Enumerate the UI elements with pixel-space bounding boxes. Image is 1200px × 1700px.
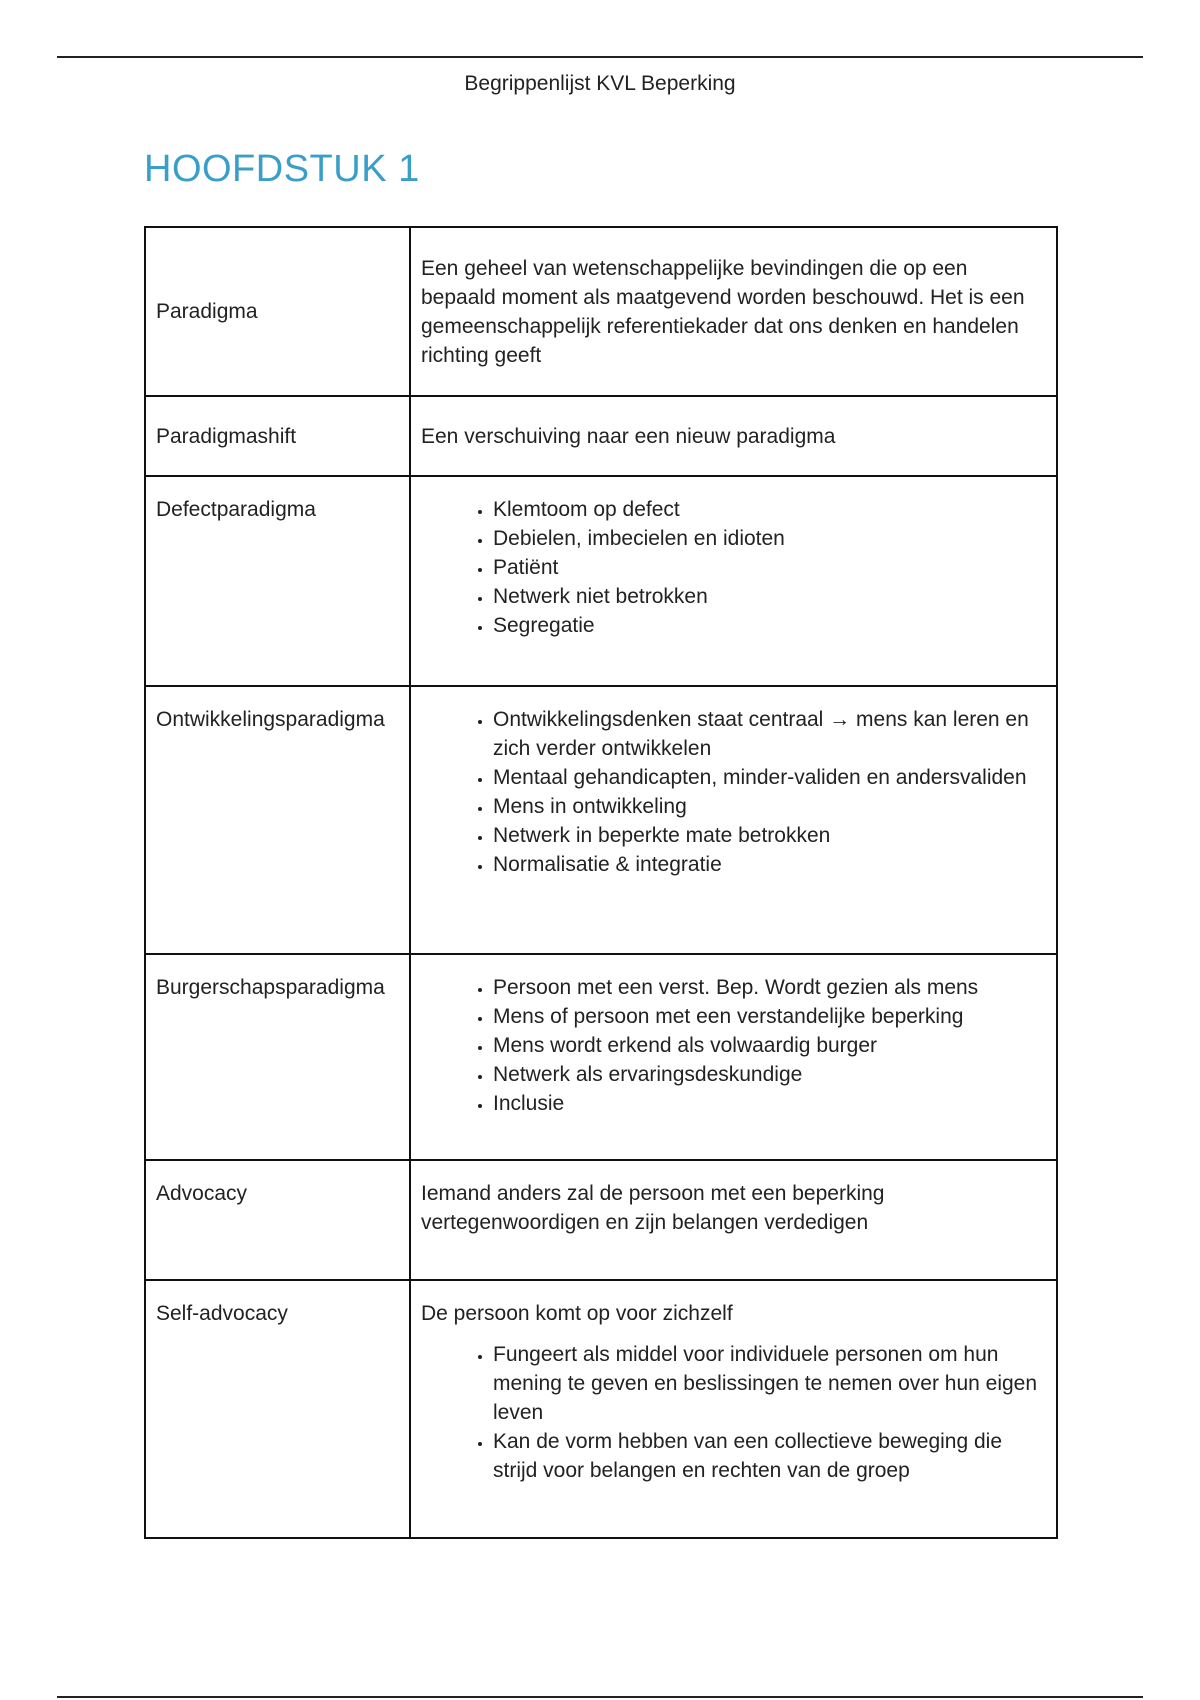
term-cell: Ontwikkelingsparadigma (145, 686, 410, 954)
list-item: • Segregatie (493, 611, 1046, 640)
list-item: • Kan de vorm hebben van een collectieve beweging die strijd voor belangen en rechten van de groep (493, 1427, 1046, 1485)
list-item: • Normalisatie & integratie (493, 850, 1046, 879)
table-row (145, 954, 1057, 1160)
bullet-list (421, 705, 1046, 879)
chapter-heading: HOOFDSTUK 1 (144, 148, 420, 190)
term-cell: Burgerschapsparadigma (145, 954, 410, 1160)
definition-intro: De persoon komt op voor zichzelf (421, 1302, 733, 1325)
definition-cell (410, 954, 1057, 1160)
term-cell: Advocacy (145, 1160, 410, 1280)
header-rule (57, 56, 1143, 58)
bullet-list (421, 495, 1046, 640)
list-item: • Mentaal gehandicapten, minder-validen en andersvaliden (493, 763, 1046, 792)
table-row (145, 476, 1057, 686)
bullet-list (421, 1340, 1046, 1485)
table-row (145, 1160, 1057, 1280)
list-item: • Ontwikkelingsdenken staat centraal → mens kan leren en zich verder ontwikkelen (493, 705, 1046, 763)
list-item: • Mens of persoon met een verstandelijke beperking (493, 1002, 1046, 1031)
definition-cell: Iemand anders zal de persoon met een beperking vertegenwoordigen en zijn belangen verdedigen (410, 1160, 1057, 1280)
list-item: • Debielen, imbecielen en idioten (493, 524, 1046, 553)
page-header: Begrippenlijst KVL Beperking (464, 72, 736, 95)
list-item: • Inclusie (493, 1089, 1046, 1118)
list-item: • Persoon met een verst. Bep. Wordt gezien als mens (493, 973, 1046, 1002)
bullet-list (421, 973, 1046, 1118)
table-row (145, 1280, 1057, 1538)
list-item: • Mens wordt erkend als volwaardig burger (493, 1031, 1046, 1060)
list-item: • Mens in ontwikkeling (493, 792, 1046, 821)
table-row (145, 686, 1057, 954)
definition-cell: Een geheel van wetenschappelijke bevindingen die op een bepaald moment als maatgevend worden beschouwd. Het is een gemeenschappelijk referentiekader dat ons denken en handelen richting geeft (410, 227, 1057, 396)
list-item: • Netwerk niet betrokken (493, 582, 1046, 611)
list-item: • Netwerk als ervaringsdeskundige (493, 1060, 1046, 1089)
list-item: • Klemtoom op defect (493, 495, 1046, 524)
list-item: • Fungeert als middel voor individuele personen om hun mening te geven en beslissingen te nemen over hun eigen leven (493, 1340, 1046, 1427)
term-cell: Paradigmashift (145, 396, 410, 476)
list-item: • Netwerk in beperkte mate betrokken (493, 821, 1046, 850)
definition-cell (410, 476, 1057, 686)
definition-cell (410, 686, 1057, 954)
term-cell: Paradigma (145, 227, 410, 396)
table-row (145, 396, 1057, 476)
footer-rule (57, 1696, 1143, 1698)
list-item: • Patiënt (493, 553, 1046, 582)
definition-cell (410, 1280, 1057, 1538)
term-cell: Self-advocacy (145, 1280, 410, 1538)
term-cell: Defectparadigma (145, 476, 410, 686)
definition-cell: Een verschuiving naar een nieuw paradigma (410, 396, 1057, 476)
table-row (145, 227, 1057, 396)
glossary-table (144, 226, 1058, 1539)
